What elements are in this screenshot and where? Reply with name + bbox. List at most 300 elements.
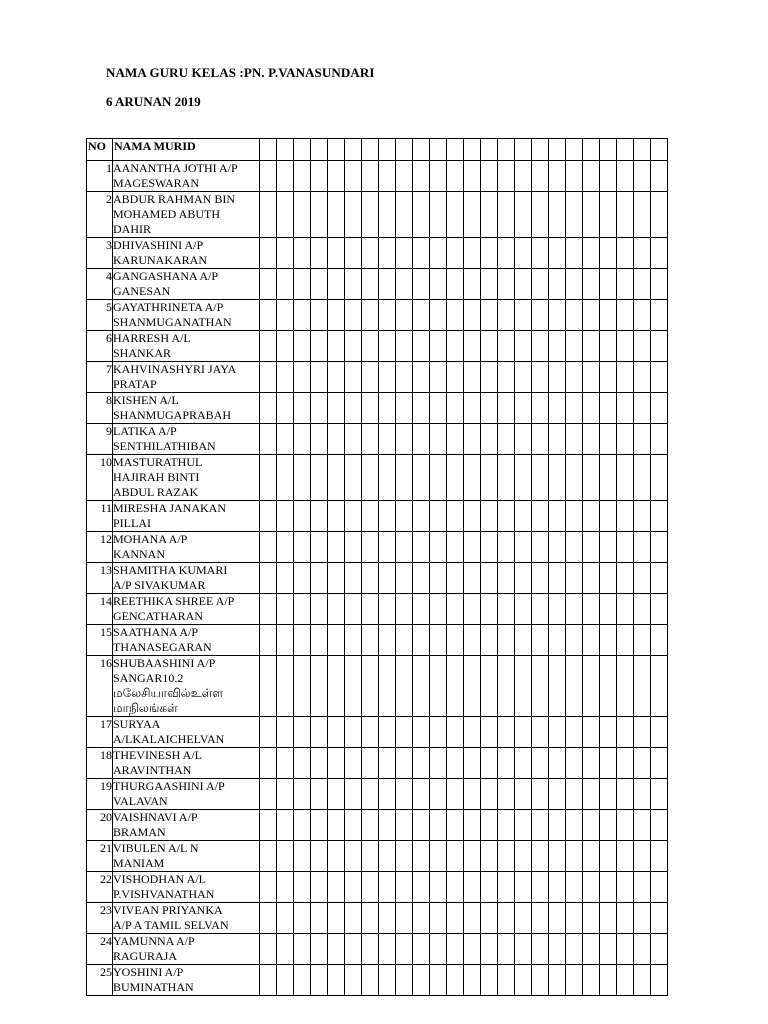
table-row bbox=[87, 300, 668, 331]
attendance-cell bbox=[651, 362, 668, 393]
attendance-cell bbox=[260, 594, 277, 625]
attendance-cell bbox=[549, 872, 566, 903]
attendance-cell bbox=[634, 532, 651, 563]
attendance-cell bbox=[515, 424, 532, 455]
student-name-line: HARRESH A/L bbox=[113, 331, 191, 345]
attendance-cell bbox=[498, 563, 515, 594]
attendance-cell bbox=[498, 532, 515, 563]
attendance-cell bbox=[651, 903, 668, 934]
attendance-cell bbox=[464, 161, 481, 192]
attendance-cell bbox=[294, 455, 311, 501]
attendance-cell bbox=[362, 424, 379, 455]
student-name bbox=[113, 717, 260, 748]
attendance-cell bbox=[430, 594, 447, 625]
table-row bbox=[87, 455, 668, 501]
table-row bbox=[87, 656, 668, 717]
attendance-cell bbox=[600, 362, 617, 393]
attendance-cell bbox=[464, 934, 481, 965]
table-row bbox=[87, 841, 668, 872]
attendance-cell bbox=[566, 192, 583, 238]
class-heading: 6 ARUNAN 2019 bbox=[106, 94, 201, 109]
row-number: 3 bbox=[87, 238, 113, 269]
attendance-cell bbox=[464, 872, 481, 903]
attendance-cell bbox=[651, 331, 668, 362]
attendance-cell bbox=[277, 841, 294, 872]
attendance-column-header bbox=[617, 139, 634, 161]
attendance-cell bbox=[515, 362, 532, 393]
attendance-cell bbox=[464, 300, 481, 331]
attendance-cell bbox=[566, 872, 583, 903]
row-number: 23 bbox=[87, 903, 113, 934]
attendance-cell bbox=[345, 965, 362, 996]
attendance-cell bbox=[566, 903, 583, 934]
student-name-line: SHAMITHA KUMARI bbox=[113, 563, 228, 577]
attendance-cell bbox=[498, 300, 515, 331]
attendance-cell bbox=[566, 625, 583, 656]
attendance-cell bbox=[515, 532, 532, 563]
attendance-cell bbox=[532, 717, 549, 748]
attendance-cell bbox=[328, 594, 345, 625]
attendance-cell bbox=[617, 656, 634, 717]
attendance-cell bbox=[532, 841, 549, 872]
attendance-cell bbox=[634, 192, 651, 238]
table-row bbox=[87, 934, 668, 965]
student-name-line: P.VISHVANATHAN bbox=[113, 887, 215, 901]
table-row bbox=[87, 563, 668, 594]
attendance-cell bbox=[515, 934, 532, 965]
attendance-cell bbox=[396, 717, 413, 748]
attendance-cell bbox=[583, 872, 600, 903]
attendance-cell bbox=[464, 656, 481, 717]
attendance-cell bbox=[311, 934, 328, 965]
attendance-cell bbox=[634, 656, 651, 717]
attendance-cell bbox=[566, 362, 583, 393]
attendance-cell bbox=[600, 192, 617, 238]
attendance-cell bbox=[430, 872, 447, 903]
attendance-cell bbox=[651, 532, 668, 563]
attendance-cell bbox=[583, 455, 600, 501]
attendance-cell bbox=[651, 717, 668, 748]
attendance-cell bbox=[362, 238, 379, 269]
attendance-cell bbox=[430, 424, 447, 455]
attendance-cell bbox=[464, 841, 481, 872]
teacher-heading: NAMA GURU KELAS :PN. P.VANASUNDARI bbox=[106, 65, 375, 80]
attendance-cell bbox=[583, 161, 600, 192]
attendance-column-header bbox=[345, 139, 362, 161]
student-name bbox=[113, 300, 260, 331]
attendance-cell bbox=[498, 625, 515, 656]
attendance-cell bbox=[583, 331, 600, 362]
attendance-cell bbox=[362, 300, 379, 331]
attendance-cell bbox=[617, 594, 634, 625]
attendance-cell bbox=[311, 455, 328, 501]
attendance-cell bbox=[651, 238, 668, 269]
attendance-cell bbox=[345, 594, 362, 625]
attendance-cell bbox=[345, 424, 362, 455]
attendance-column-header bbox=[651, 139, 668, 161]
attendance-cell bbox=[277, 965, 294, 996]
attendance-cell bbox=[345, 362, 362, 393]
attendance-cell bbox=[481, 362, 498, 393]
attendance-cell bbox=[328, 903, 345, 934]
attendance-cell bbox=[260, 717, 277, 748]
attendance-cell bbox=[328, 872, 345, 903]
attendance-cell bbox=[566, 748, 583, 779]
attendance-cell bbox=[362, 965, 379, 996]
attendance-cell bbox=[362, 810, 379, 841]
attendance-cell bbox=[634, 810, 651, 841]
attendance-cell bbox=[447, 656, 464, 717]
attendance-cell bbox=[430, 501, 447, 532]
attendance-cell bbox=[583, 934, 600, 965]
attendance-cell bbox=[634, 903, 651, 934]
attendance-cell bbox=[634, 238, 651, 269]
attendance-cell bbox=[549, 362, 566, 393]
attendance-cell bbox=[600, 393, 617, 424]
attendance-cell bbox=[651, 810, 668, 841]
attendance-cell bbox=[583, 269, 600, 300]
attendance-column-header bbox=[600, 139, 617, 161]
attendance-cell bbox=[328, 563, 345, 594]
table-row bbox=[87, 393, 668, 424]
attendance-cell bbox=[447, 625, 464, 656]
attendance-cell bbox=[651, 748, 668, 779]
attendance-cell bbox=[617, 965, 634, 996]
attendance-cell bbox=[413, 872, 430, 903]
attendance-cell bbox=[447, 748, 464, 779]
student-name-line: ABDUL RAZAK bbox=[113, 485, 199, 499]
attendance-cell bbox=[396, 656, 413, 717]
attendance-cell bbox=[651, 161, 668, 192]
attendance-cell bbox=[566, 965, 583, 996]
attendance-cell bbox=[345, 717, 362, 748]
attendance-cell bbox=[294, 563, 311, 594]
attendance-cell bbox=[396, 779, 413, 810]
attendance-column-header bbox=[311, 139, 328, 161]
attendance-cell bbox=[481, 810, 498, 841]
attendance-cell bbox=[277, 810, 294, 841]
attendance-cell bbox=[498, 656, 515, 717]
attendance-cell bbox=[447, 810, 464, 841]
attendance-cell bbox=[396, 424, 413, 455]
attendance-cell bbox=[600, 300, 617, 331]
student-name bbox=[113, 455, 260, 501]
attendance-cell bbox=[345, 393, 362, 424]
attendance-cell bbox=[515, 656, 532, 717]
attendance-cell bbox=[328, 192, 345, 238]
student-name-line: MIRESHA JANAKAN bbox=[113, 501, 227, 515]
attendance-cell bbox=[498, 965, 515, 996]
attendance-cell bbox=[260, 748, 277, 779]
student-name bbox=[113, 161, 260, 192]
attendance-cell bbox=[617, 748, 634, 779]
attendance-cell bbox=[328, 501, 345, 532]
attendance-cell bbox=[396, 192, 413, 238]
attendance-cell bbox=[498, 872, 515, 903]
attendance-cell bbox=[532, 192, 549, 238]
attendance-cell bbox=[430, 331, 447, 362]
attendance-cell bbox=[532, 501, 549, 532]
attendance-cell bbox=[617, 300, 634, 331]
attendance-cell bbox=[600, 625, 617, 656]
attendance-cell bbox=[600, 903, 617, 934]
attendance-cell bbox=[430, 841, 447, 872]
attendance-cell bbox=[617, 810, 634, 841]
attendance-cell bbox=[379, 362, 396, 393]
attendance-cell bbox=[464, 192, 481, 238]
attendance-cell bbox=[362, 717, 379, 748]
attendance-cell bbox=[532, 779, 549, 810]
attendance-cell bbox=[294, 594, 311, 625]
attendance-cell bbox=[464, 362, 481, 393]
student-name-line: BRAMAN bbox=[113, 825, 166, 839]
attendance-cell bbox=[583, 501, 600, 532]
attendance-cell bbox=[464, 810, 481, 841]
row-number: 5 bbox=[87, 300, 113, 331]
attendance-cell bbox=[396, 532, 413, 563]
attendance-cell bbox=[294, 810, 311, 841]
student-name-line: SAATHANA A/P bbox=[113, 625, 199, 639]
table-row bbox=[87, 192, 668, 238]
attendance-cell bbox=[362, 362, 379, 393]
attendance-cell bbox=[498, 841, 515, 872]
attendance-cell bbox=[328, 424, 345, 455]
student-name-line: LATIKA A/P bbox=[113, 424, 177, 438]
attendance-cell bbox=[651, 656, 668, 717]
attendance-cell bbox=[566, 393, 583, 424]
table-row bbox=[87, 903, 668, 934]
attendance-cell bbox=[328, 934, 345, 965]
attendance-cell bbox=[481, 331, 498, 362]
attendance-cell bbox=[583, 393, 600, 424]
student-name-line: MOHAMED ABUTH bbox=[113, 207, 221, 221]
attendance-cell bbox=[566, 501, 583, 532]
attendance-cell bbox=[345, 748, 362, 779]
attendance-cell bbox=[362, 161, 379, 192]
attendance-cell bbox=[481, 161, 498, 192]
attendance-cell bbox=[634, 779, 651, 810]
attendance-cell bbox=[532, 161, 549, 192]
table-row bbox=[87, 362, 668, 393]
attendance-cell bbox=[260, 625, 277, 656]
attendance-cell bbox=[481, 748, 498, 779]
attendance-cell bbox=[430, 161, 447, 192]
attendance-column-header bbox=[430, 139, 447, 161]
attendance-cell bbox=[379, 269, 396, 300]
attendance-cell bbox=[634, 965, 651, 996]
attendance-cell bbox=[328, 393, 345, 424]
attendance-cell bbox=[617, 934, 634, 965]
attendance-cell bbox=[617, 872, 634, 903]
attendance-cell bbox=[311, 501, 328, 532]
student-name bbox=[113, 779, 260, 810]
attendance-cell bbox=[566, 563, 583, 594]
attendance-column-header bbox=[396, 139, 413, 161]
attendance-cell bbox=[328, 300, 345, 331]
attendance-cell bbox=[481, 532, 498, 563]
student-name-line: மாநிலங்கள் bbox=[113, 701, 178, 715]
student-name-line: KANNAN bbox=[113, 547, 165, 561]
attendance-cell bbox=[277, 424, 294, 455]
table-row bbox=[87, 965, 668, 996]
attendance-cell bbox=[345, 532, 362, 563]
attendance-cell bbox=[566, 717, 583, 748]
attendance-cell bbox=[566, 424, 583, 455]
attendance-cell bbox=[498, 269, 515, 300]
attendance-cell bbox=[634, 501, 651, 532]
student-name bbox=[113, 532, 260, 563]
attendance-cell bbox=[294, 841, 311, 872]
student-name bbox=[113, 424, 260, 455]
attendance-cell bbox=[294, 656, 311, 717]
attendance-cell bbox=[413, 594, 430, 625]
attendance-cell bbox=[481, 872, 498, 903]
attendance-cell bbox=[617, 717, 634, 748]
student-name-line: DAHIR bbox=[113, 222, 151, 236]
attendance-cell bbox=[311, 965, 328, 996]
attendance-cell bbox=[481, 965, 498, 996]
row-number: 4 bbox=[87, 269, 113, 300]
table-row bbox=[87, 238, 668, 269]
student-name bbox=[113, 934, 260, 965]
attendance-cell bbox=[396, 238, 413, 269]
attendance-cell bbox=[532, 656, 549, 717]
attendance-cell bbox=[447, 501, 464, 532]
attendance-cell bbox=[600, 424, 617, 455]
attendance-cell bbox=[413, 841, 430, 872]
attendance-cell bbox=[379, 625, 396, 656]
attendance-cell bbox=[277, 594, 294, 625]
row-number: 6 bbox=[87, 331, 113, 362]
attendance-cell bbox=[345, 269, 362, 300]
attendance-cell bbox=[498, 161, 515, 192]
attendance-cell bbox=[515, 779, 532, 810]
attendance-cell bbox=[549, 300, 566, 331]
attendance-cell bbox=[566, 238, 583, 269]
attendance-cell bbox=[566, 161, 583, 192]
student-name bbox=[113, 331, 260, 362]
attendance-cell bbox=[277, 362, 294, 393]
attendance-cell bbox=[328, 269, 345, 300]
attendance-cell bbox=[396, 810, 413, 841]
attendance-cell bbox=[481, 656, 498, 717]
attendance-column-header bbox=[294, 139, 311, 161]
attendance-cell bbox=[413, 563, 430, 594]
attendance-cell bbox=[362, 331, 379, 362]
attendance-cell bbox=[396, 594, 413, 625]
student-name-line: DHIVASHINI A/P bbox=[113, 238, 204, 252]
attendance-cell bbox=[430, 269, 447, 300]
attendance-cell bbox=[447, 872, 464, 903]
attendance-cell bbox=[515, 563, 532, 594]
attendance-cell bbox=[447, 841, 464, 872]
attendance-cell bbox=[515, 717, 532, 748]
attendance-cell bbox=[549, 501, 566, 532]
row-number: 25 bbox=[87, 965, 113, 996]
attendance-cell bbox=[277, 903, 294, 934]
attendance-cell bbox=[277, 161, 294, 192]
student-name-line: SHANMUGANATHAN bbox=[113, 315, 232, 329]
attendance-cell bbox=[583, 532, 600, 563]
attendance-cell bbox=[549, 424, 566, 455]
attendance-cell bbox=[260, 269, 277, 300]
attendance-cell bbox=[345, 238, 362, 269]
attendance-cell bbox=[277, 269, 294, 300]
attendance-cell bbox=[379, 455, 396, 501]
student-name-line: A/LKALAICHELVAN bbox=[113, 732, 225, 746]
attendance-cell bbox=[379, 563, 396, 594]
attendance-cell bbox=[447, 455, 464, 501]
attendance-cell bbox=[362, 748, 379, 779]
attendance-cell bbox=[413, 810, 430, 841]
attendance-cell bbox=[481, 563, 498, 594]
table-row bbox=[87, 532, 668, 563]
attendance-cell bbox=[328, 779, 345, 810]
attendance-cell bbox=[277, 625, 294, 656]
row-number: 10 bbox=[87, 455, 113, 501]
attendance-cell bbox=[549, 779, 566, 810]
attendance-cell bbox=[464, 903, 481, 934]
attendance-cell bbox=[311, 810, 328, 841]
attendance-cell bbox=[549, 656, 566, 717]
attendance-cell bbox=[379, 300, 396, 331]
attendance-column-header bbox=[260, 139, 277, 161]
attendance-cell bbox=[260, 424, 277, 455]
attendance-cell bbox=[379, 594, 396, 625]
attendance-cell bbox=[583, 841, 600, 872]
attendance-cell bbox=[413, 300, 430, 331]
row-number: 20 bbox=[87, 810, 113, 841]
attendance-cell bbox=[413, 393, 430, 424]
attendance-cell bbox=[277, 455, 294, 501]
attendance-cell bbox=[260, 810, 277, 841]
student-name-line: ABDUR RAHMAN BIN bbox=[113, 192, 236, 206]
attendance-cell bbox=[277, 532, 294, 563]
attendance-cell bbox=[583, 362, 600, 393]
attendance-cell bbox=[583, 810, 600, 841]
attendance-cell bbox=[277, 238, 294, 269]
attendance-cell bbox=[498, 748, 515, 779]
student-name-line: A/P SIVAKUMAR bbox=[113, 578, 206, 592]
attendance-cell bbox=[447, 779, 464, 810]
attendance-cell bbox=[294, 965, 311, 996]
attendance-cell bbox=[634, 625, 651, 656]
attendance-cell bbox=[651, 455, 668, 501]
attendance-cell bbox=[464, 965, 481, 996]
student-name bbox=[113, 748, 260, 779]
attendance-cell bbox=[600, 934, 617, 965]
attendance-column-header bbox=[566, 139, 583, 161]
student-name bbox=[113, 269, 260, 300]
attendance-cell bbox=[396, 331, 413, 362]
attendance-cell bbox=[430, 965, 447, 996]
attendance-cell bbox=[515, 594, 532, 625]
attendance-cell bbox=[362, 934, 379, 965]
attendance-cell bbox=[600, 269, 617, 300]
attendance-cell bbox=[260, 563, 277, 594]
attendance-cell bbox=[260, 934, 277, 965]
table-row bbox=[87, 810, 668, 841]
table-row bbox=[87, 501, 668, 532]
attendance-cell bbox=[532, 810, 549, 841]
attendance-cell bbox=[481, 393, 498, 424]
attendance-cell bbox=[532, 331, 549, 362]
attendance-cell bbox=[549, 594, 566, 625]
attendance-cell bbox=[260, 161, 277, 192]
attendance-cell bbox=[311, 362, 328, 393]
attendance-cell bbox=[566, 532, 583, 563]
attendance-cell bbox=[362, 501, 379, 532]
